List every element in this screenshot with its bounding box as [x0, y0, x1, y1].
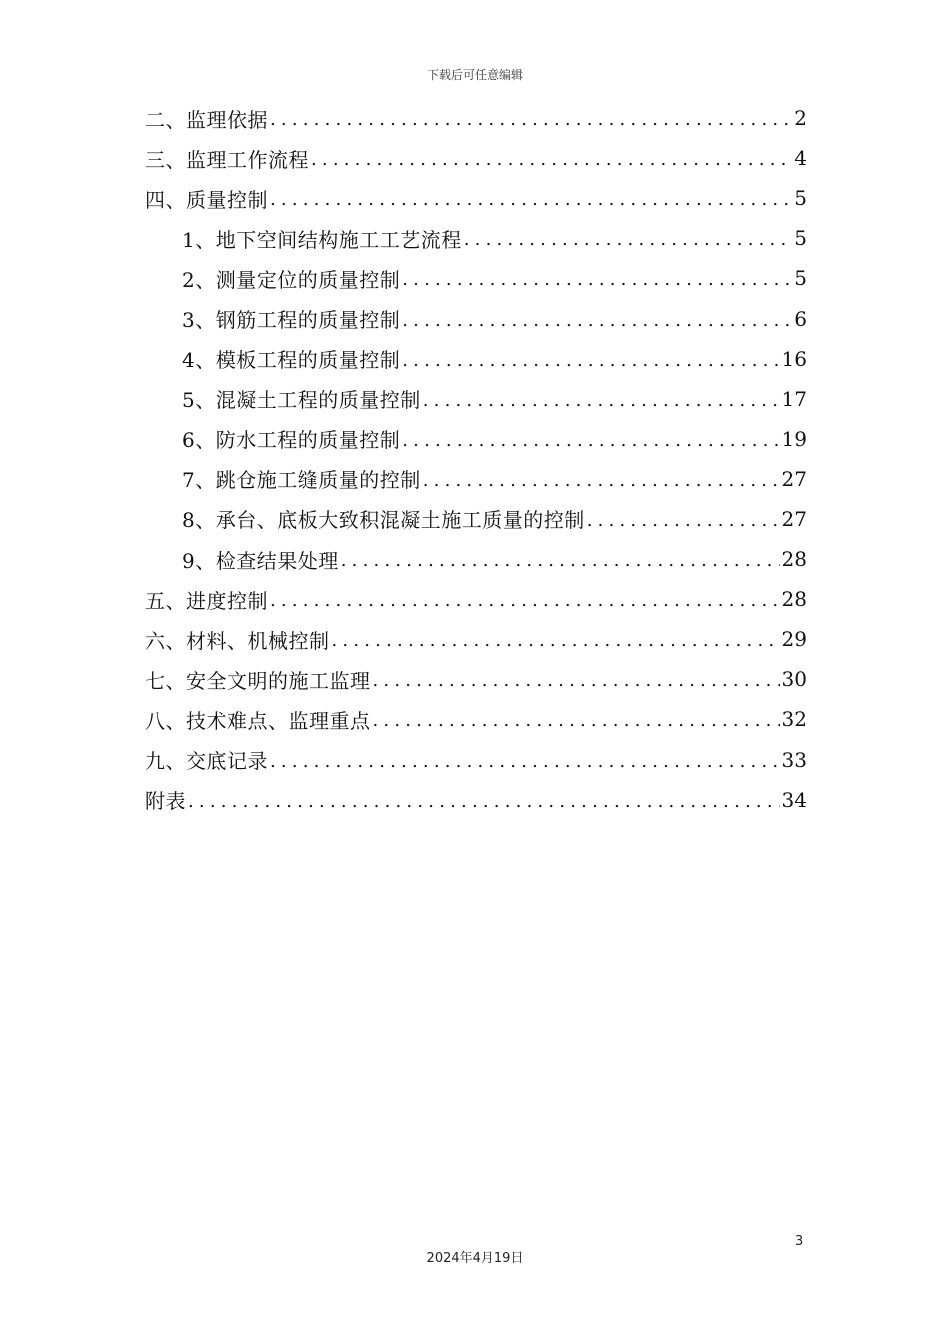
- toc-entry-title: 9、检查结果处理: [182, 545, 341, 574]
- toc-entry-page: 6: [794, 306, 807, 331]
- toc-entry-title: 6、防水工程的质量控制: [182, 424, 402, 453]
- toc-entry-page: 19: [781, 426, 807, 451]
- toc-entry[interactable]: [145, 740, 807, 780]
- toc-entry-page: 5: [794, 186, 807, 211]
- toc-entry-title: 附表: [145, 785, 188, 814]
- toc-dot-leader: [402, 348, 779, 370]
- toc-entry[interactable]: [145, 699, 807, 739]
- toc-entry[interactable]: [145, 178, 807, 218]
- toc-subentry[interactable]: [145, 258, 807, 298]
- toc-entry[interactable]: [145, 98, 807, 138]
- page-number: 3: [795, 1234, 804, 1249]
- toc-entry[interactable]: [145, 579, 807, 619]
- toc-entry-title: 三、监理工作流程: [145, 144, 311, 173]
- toc-dot-leader: [402, 267, 792, 289]
- toc-dot-leader: [270, 107, 792, 129]
- toc-subentry[interactable]: [145, 298, 807, 338]
- toc-entry-page: 4: [794, 146, 807, 171]
- toc-entry-page: 27: [781, 466, 807, 491]
- toc-entry-page: 28: [781, 547, 807, 572]
- toc-dot-leader: [270, 588, 780, 610]
- toc-entry-title: 六、材料、机械控制: [145, 625, 332, 654]
- toc-dot-leader: [402, 308, 792, 330]
- toc-entry[interactable]: [145, 659, 807, 699]
- toc-subentry[interactable]: [145, 459, 807, 499]
- table-of-contents: [145, 98, 807, 820]
- toc-dot-leader: [464, 227, 793, 249]
- toc-dot-leader: [373, 668, 780, 690]
- toc-dot-leader: [402, 428, 779, 450]
- toc-entry-page: 5: [794, 266, 807, 291]
- toc-entry-title: 5、混凝土工程的质量控制: [182, 384, 423, 413]
- toc-dot-leader: [188, 789, 780, 811]
- toc-entry-title: 五、进度控制: [145, 585, 270, 614]
- toc-subentry[interactable]: [145, 539, 807, 579]
- toc-entry[interactable]: [145, 138, 807, 178]
- toc-dot-leader: [423, 468, 780, 490]
- toc-entry-page: 33: [781, 747, 807, 772]
- toc-entry-page: 28: [781, 587, 807, 612]
- toc-dot-leader: [270, 749, 780, 771]
- toc-dot-leader: [341, 548, 780, 570]
- toc-entry-page: 30: [781, 667, 807, 692]
- toc-subentry[interactable]: [145, 379, 807, 419]
- toc-subentry[interactable]: [145, 218, 807, 258]
- toc-dot-leader: [587, 508, 780, 530]
- toc-entry-page: 29: [781, 627, 807, 652]
- toc-entry-page: 5: [794, 226, 807, 251]
- toc-entry-title: 2、测量定位的质量控制: [182, 264, 402, 293]
- toc-entry-page: 27: [781, 506, 807, 531]
- toc-dot-leader: [423, 388, 780, 410]
- toc-entry-page: 34: [781, 787, 807, 812]
- toc-entry-title: 八、技术难点、监理重点: [145, 705, 373, 734]
- toc-entry-page: 16: [781, 346, 807, 371]
- toc-entry-title: 1、地下空间结构施工工艺流程: [182, 224, 464, 253]
- toc-entry-title: 8、承台、底板大致积混凝土施工质量的控制: [182, 504, 587, 533]
- toc-dot-leader: [332, 628, 780, 650]
- footer-date: 2024年4月19日: [426, 1251, 524, 1266]
- toc-entry-title: 二、监理依据: [145, 104, 270, 133]
- toc-dot-leader: [311, 147, 792, 169]
- toc-entry[interactable]: [145, 780, 807, 820]
- toc-entry-page: 2: [794, 106, 807, 131]
- toc-subentry[interactable]: [145, 419, 807, 459]
- toc-entry-title: 7、跳仓施工缝质量的控制: [182, 464, 423, 493]
- toc-entry-title: 四、质量控制: [145, 184, 270, 213]
- toc-entry-title: 九、交底记录: [145, 745, 270, 774]
- toc-subentry[interactable]: [145, 339, 807, 379]
- toc-dot-leader: [373, 708, 780, 730]
- toc-entry-page: 17: [781, 386, 807, 411]
- toc-dot-leader: [270, 187, 792, 209]
- toc-entry-title: 七、安全文明的施工监理: [145, 665, 373, 694]
- toc-entry-title: 4、模板工程的质量控制: [182, 344, 402, 373]
- toc-entry[interactable]: [145, 619, 807, 659]
- toc-entry-page: 32: [781, 707, 807, 732]
- toc-entry-title: 3、钢筋工程的质量控制: [182, 304, 402, 333]
- toc-subentry[interactable]: [145, 499, 807, 539]
- header-note: 下载后可任意编辑: [426, 68, 523, 82]
